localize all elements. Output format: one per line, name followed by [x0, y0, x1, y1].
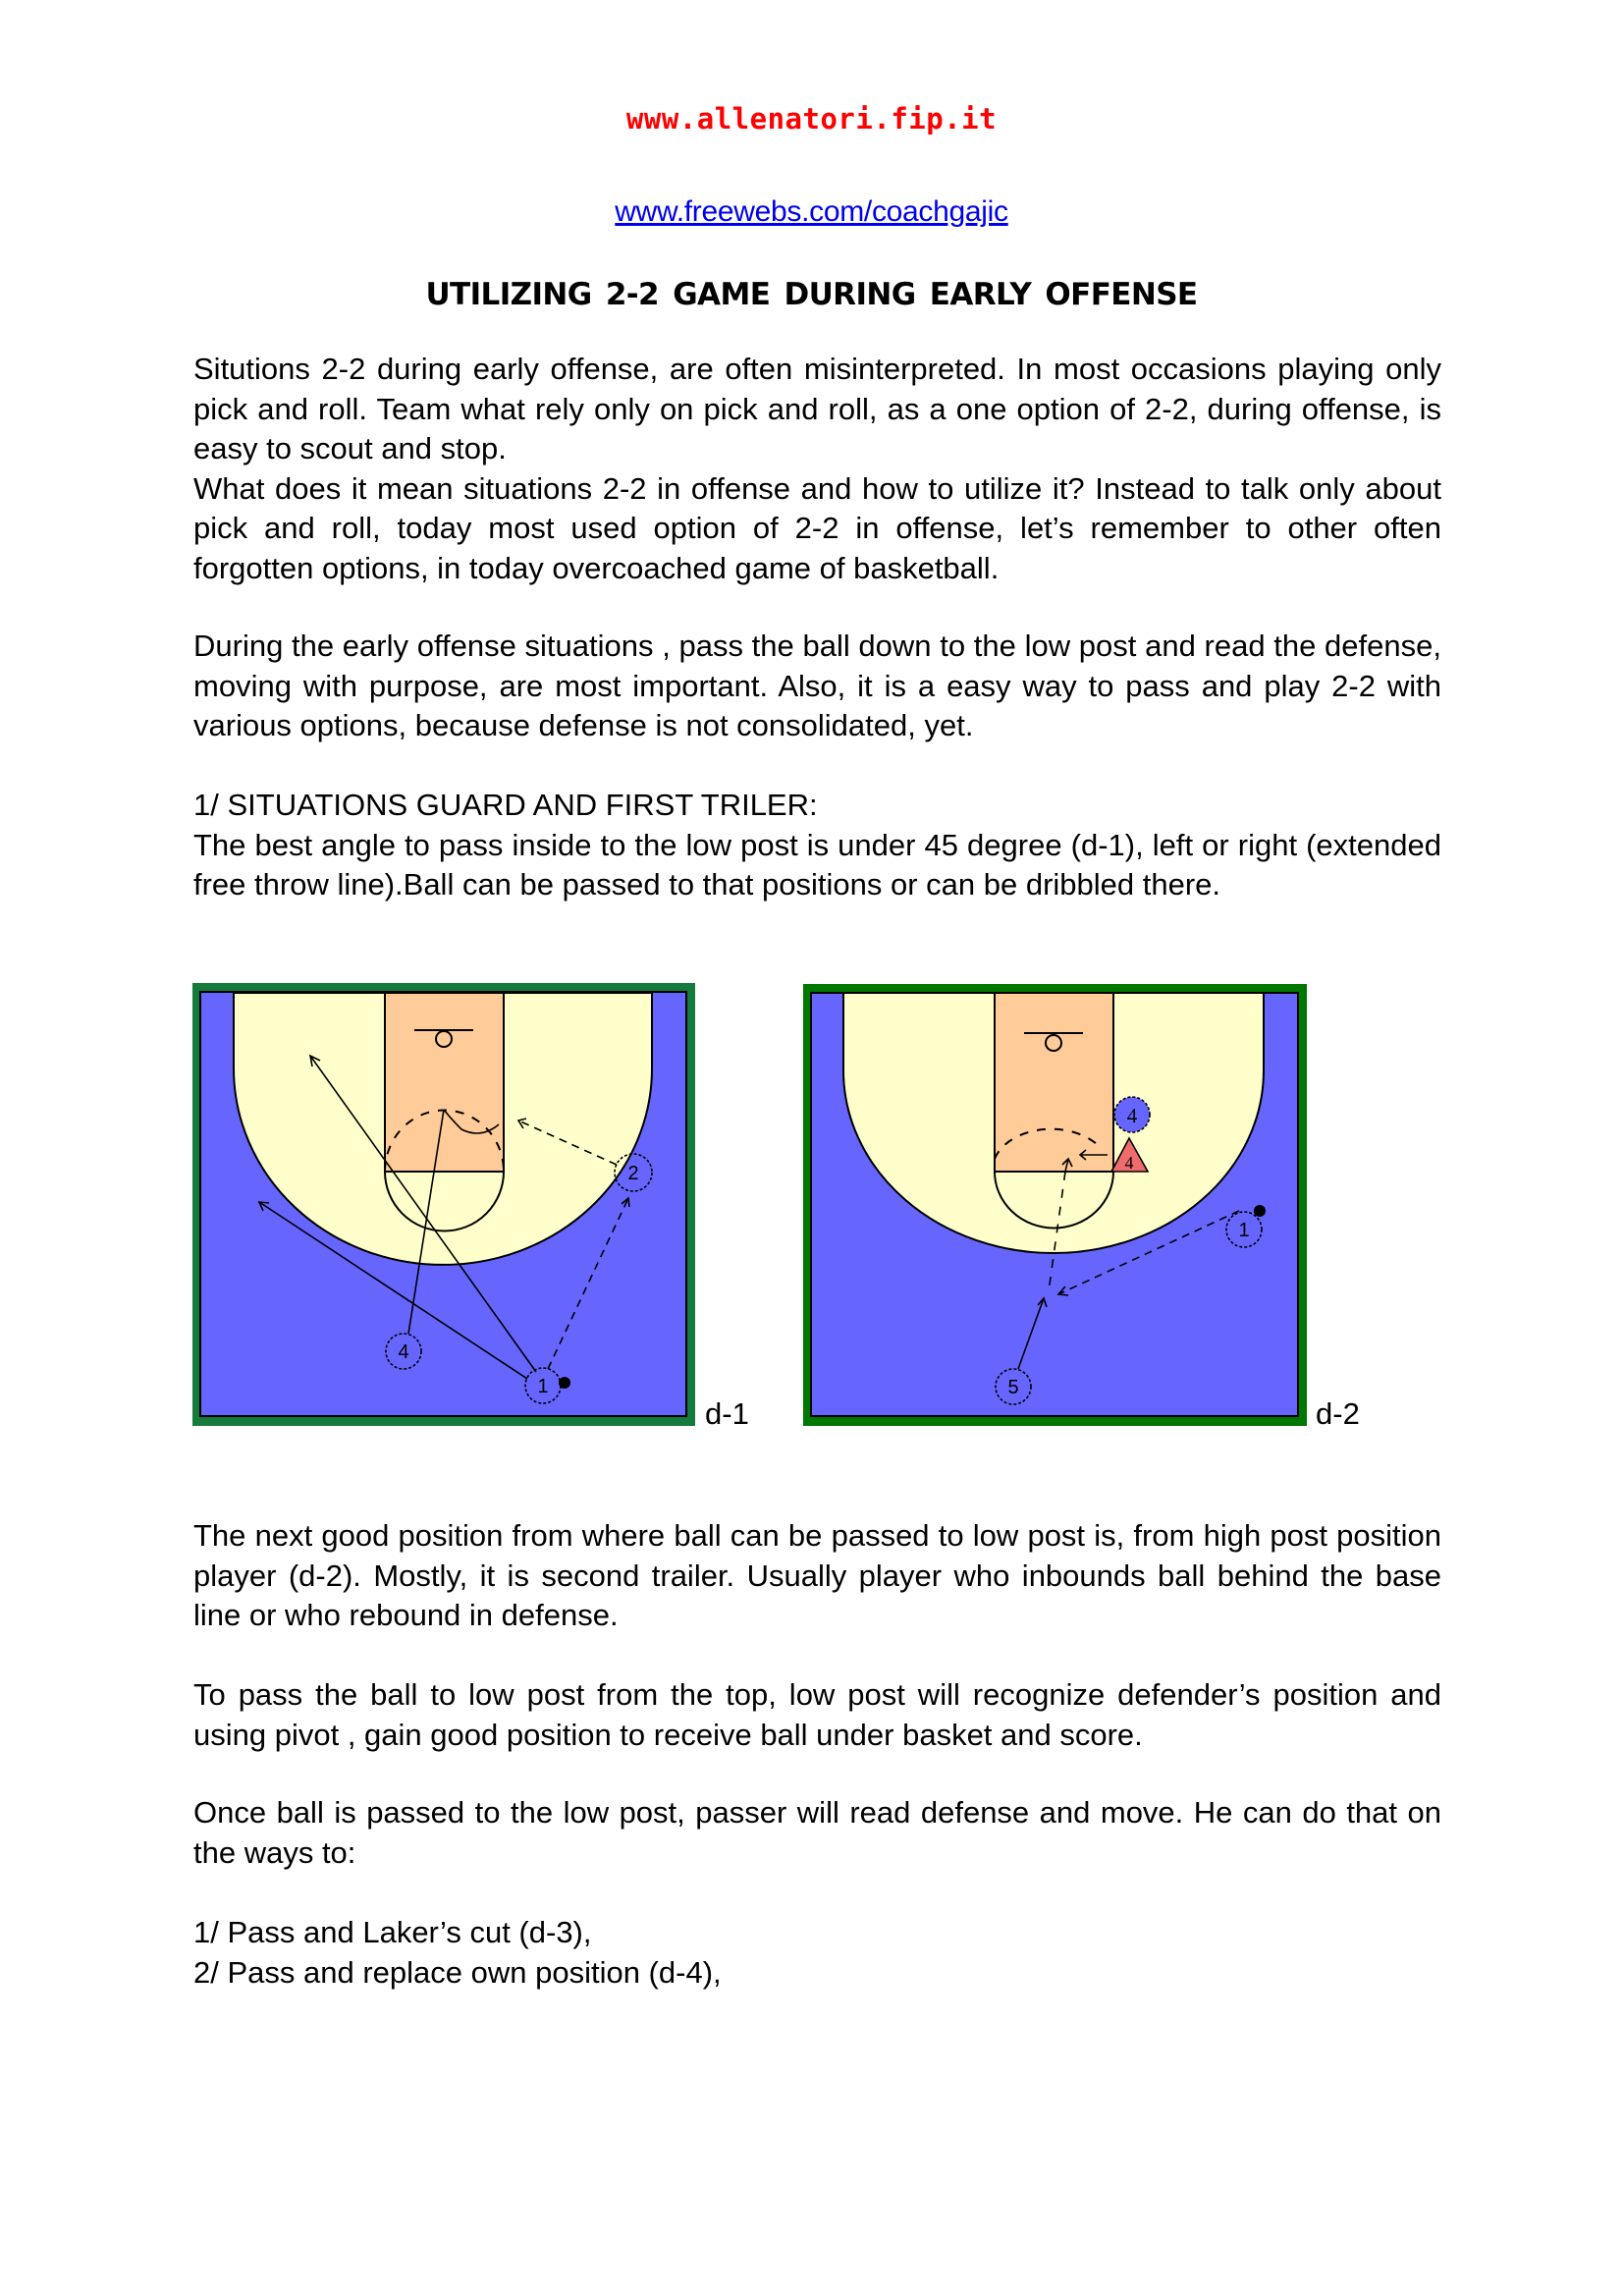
- diagram-d2: [803, 984, 1307, 1426]
- svg-text:4: 4: [398, 1341, 409, 1363]
- section-1-block: [193, 786, 1441, 905]
- svg-text:4: 4: [1126, 1104, 1138, 1127]
- post-player-4: [1114, 1097, 1150, 1132]
- intro-block: [193, 350, 1441, 588]
- coach-link-wrapper: [0, 195, 1623, 229]
- options-list-item: 2/ Pass and replace own position (d-4),: [193, 1954, 722, 1990]
- section-1-heading: 1/ SITUATIONS GUARD AND FIRST TRILER:: [193, 788, 818, 822]
- low-post-paragraph: To pass the ball to low post from the top, low post will recognize defender’s position and using pivot , gain good position to receive ball under basket and score.: [193, 1677, 1441, 1752]
- intro-paragraph-1: Situtions 2-2 during early offense, are often misinterpreted. In most occasions playing only pick and roll. Team what rely only on pick and roll, as a one option of 2-2, during offense, is easy to scout and stop.: [193, 352, 1441, 465]
- diagram-d1: [192, 983, 695, 1426]
- page-title: UTILIZING 2-2 GAME DURING EARLY OFFENSE: [425, 277, 1198, 312]
- passer-paragraph: Once ball is passed to the low post, passer will read defense and move. He can do that on the ways to:: [193, 1795, 1441, 1870]
- svg-text:2: 2: [627, 1163, 639, 1184]
- site-url: www.allenatori.fip.it: [625, 102, 998, 136]
- early-offense-paragraph: During the early offense situations , pass the ball down to the low post and read the defense, moving with purpose, are most important. Also, it is a easy way to pass and play 2-2 with various options, because defense is not consolidated, yet.: [193, 629, 1441, 742]
- svg-text:5: 5: [1007, 1377, 1019, 1398]
- options-list: [193, 1913, 1441, 1993]
- coach-website-link[interactable]: www.freewebs.com/coachgajic: [615, 195, 1008, 228]
- section-1-text: The best angle to pass inside to the low post is under 45 degree (d-1), left or right (extended free throw line).Ball can be passed to that positions or can be dribbled there.: [193, 827, 1441, 902]
- svg-text:1: 1: [537, 1376, 549, 1397]
- diagram-label-d2: d-2: [1316, 1396, 1360, 1431]
- high-post-paragraph: The next good position from where ball can be passed to low post is, from high post position player (d-2). Mostly, it is second trailer. Usually player who inbounds ball behind the base line or who rebound in defense.: [193, 1518, 1441, 1632]
- options-list-item: 1/ Pass and Laker’s cut (d-3),: [193, 1915, 592, 1949]
- intro-paragraph-2: What does it mean situations 2-2 in offense and how to utilize it? Instead to talk only about pick and roll, today most used option of 2-2 in offense, let’s remember to other often forgotten options, in today overcoached game of basketball.: [193, 470, 1441, 585]
- diagram-label-d1: d-1: [705, 1396, 749, 1431]
- svg-text:4: 4: [1124, 1153, 1134, 1173]
- svg-text:1: 1: [1238, 1220, 1250, 1241]
